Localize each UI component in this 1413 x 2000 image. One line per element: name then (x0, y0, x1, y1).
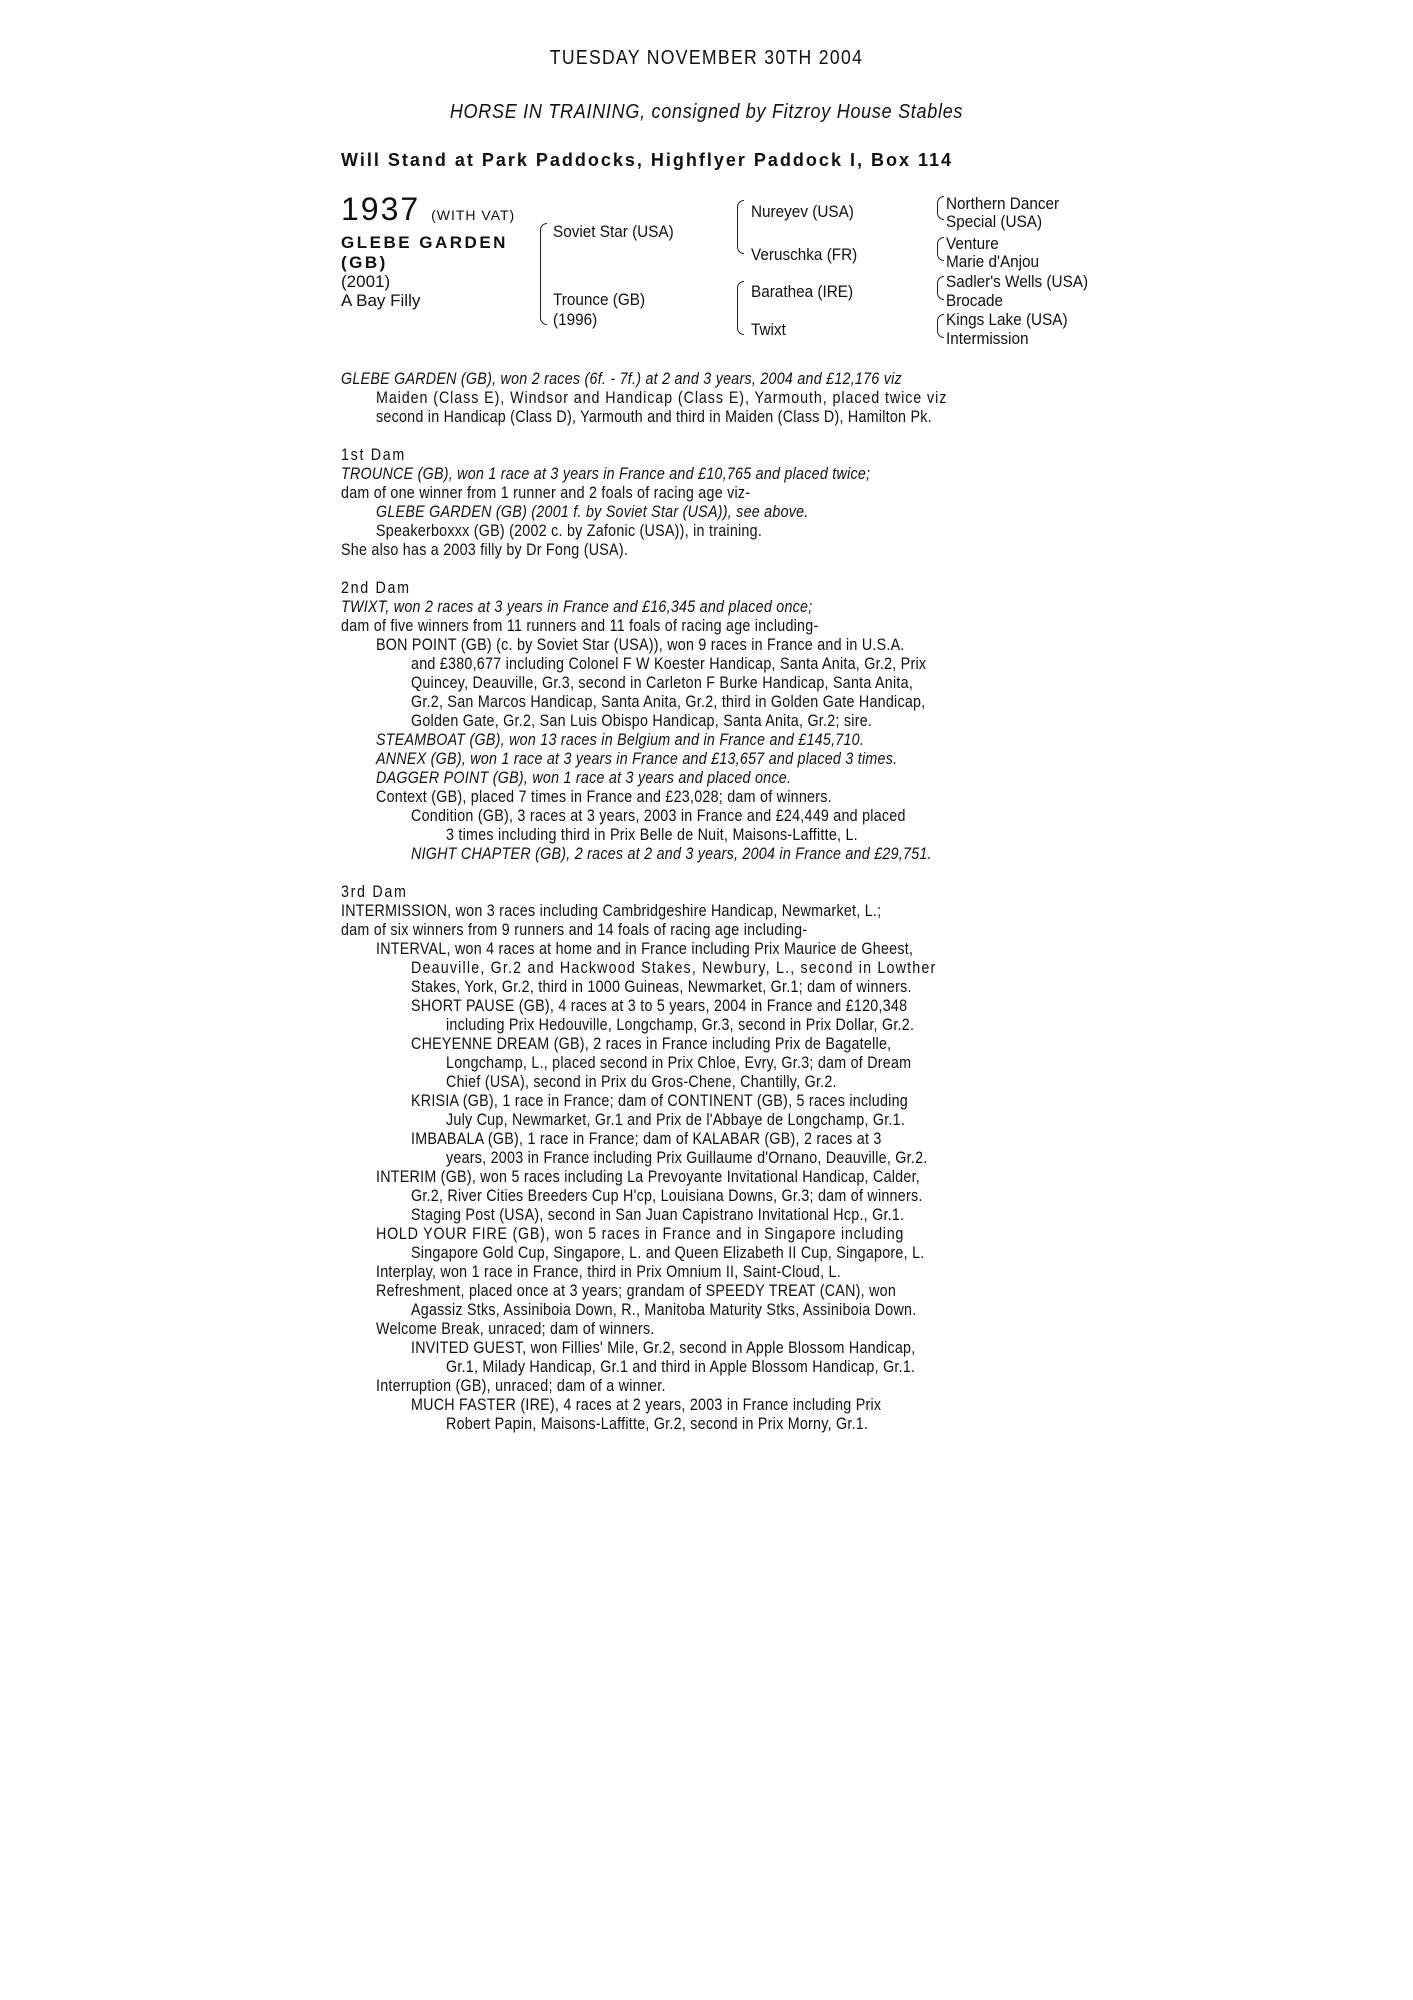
text-line: CHEYENNE DREAM (GB), 2 races in France including Prix de Bagatelle, (411, 1034, 892, 1053)
text-line: Golden Gate, Gr.2, San Luis Obispo Handicap, Santa Anita, Gr.2; sire. (411, 711, 873, 730)
text-line: MUCH FASTER (IRE), 4 races at 2 years, 2003 in France including Prix (411, 1395, 882, 1414)
text-line: SHORT PAUSE (GB), 4 races at 3 to 5 years, 2004 in France and £120,348 (411, 996, 908, 1015)
section-heading: 3rd Dam (341, 882, 408, 901)
text-line: 3 times including third in Prix Belle de Nuit, Maisons-Laffitte, L. (446, 825, 858, 844)
text-line: second in Handicap (Class D), Yarmouth and third in Maiden (Class D), Hamilton Pk. (376, 407, 932, 426)
text-line: years, 2003 in France including Prix Guillaume d'Ornano, Deauville, Gr.2. (446, 1148, 928, 1167)
text-line: NIGHT CHAPTER (GB), 2 races at 2 and 3 years, 2004 in France and £29,751. (411, 844, 932, 863)
text-line: INTERMISSION, won 3 races including Cambridgeshire Handicap, Newmarket, L.; (341, 901, 882, 920)
text-line: Longchamp, L., placed second in Prix Chloe, Evry, Gr.3; dam of Dream (446, 1053, 912, 1072)
pedigree-brace-sire (737, 200, 744, 254)
pedigree-dam-dam: Twixt (751, 320, 786, 339)
pedigree-sds: Venture (946, 234, 999, 253)
text-line: ANNEX (GB), won 1 race at 3 years in France and £13,657 and placed 3 times. (376, 749, 898, 768)
pedigree-brace-sd (937, 237, 944, 261)
text-line: Context (GB), placed 7 times in France and £23,028; dam of winners. (376, 787, 832, 806)
text-line: Interruption (GB), unraced; dam of a winner. (376, 1376, 666, 1395)
text-line: dam of five winners from 11 runners and 11 foals of racing age including- (341, 616, 819, 635)
text-line: Chief (USA), second in Prix du Gros-Chene, Chantilly, Gr.2. (446, 1072, 837, 1091)
text-line: Gr.2, River Cities Breeders Cup H'cp, Louisiana Downs, Gr.3; dam of winners. (411, 1186, 923, 1205)
pedigree-brace-ds (937, 276, 944, 300)
lot-number (341, 191, 515, 228)
pedigree-sire: Soviet Star (USA) (553, 222, 674, 241)
pedigree-sss: Northern Dancer (946, 194, 1060, 213)
text-line: Quincey, Deauville, Gr.3, second in Carleton F Burke Handicap, Santa Anita, (411, 673, 914, 692)
stand-location: Will Stand at Park Paddocks, Highflyer Paddock I, Box 114 (341, 150, 953, 170)
text-line: and £380,677 including Colonel F W Koester Handicap, Santa Anita, Gr.2, Prix (411, 654, 927, 673)
pedigree-ddd: Intermission (946, 329, 1029, 348)
vat-note: (WITH VAT) (431, 207, 516, 223)
pedigree-ssd: Special (USA) (946, 212, 1043, 231)
pedigree-brace-dd (937, 314, 944, 338)
text-line: KRISIA (GB), 1 race in France; dam of CONTINENT (GB), 5 races including (411, 1091, 908, 1110)
text-line: INTERIM (GB), won 5 races including La Prevoyante Invitational Handicap, Calder, (376, 1167, 921, 1186)
pedigree-dam: Trounce (GB) (553, 290, 646, 309)
text-line: STEAMBOAT (GB), won 13 races in Belgium and in France and £145,710. (376, 730, 865, 749)
text-line: INTERVAL, won 4 races at home and in France including Prix Maurice de Gheest, (376, 939, 914, 958)
text-line: GLEBE GARDEN (GB) (2001 f. by Soviet Star (USA)), see above. (376, 502, 809, 521)
horse-year: (2001) (341, 272, 391, 291)
horse-name: GLEBE GARDEN (GB) (341, 233, 508, 272)
text-line: Refreshment, placed once at 3 years; grandam of SPEEDY TREAT (CAN), won (376, 1281, 897, 1300)
text-line: Agassiz Stks, Assiniboia Down, R., Manitoba Maturity Stks, Assiniboia Down. (411, 1300, 917, 1319)
horse-description: A Bay Filly (341, 291, 421, 310)
text-line: Singapore Gold Cup, Singapore, L. and Queen Elizabeth II Cup, Singapore, L. (411, 1243, 925, 1262)
text-line: Welcome Break, unraced; dam of winners. (376, 1319, 655, 1338)
lot-number-value: 1937 (341, 191, 421, 227)
text-line: TROUNCE (GB), won 1 race at 3 years in France and £10,765 and placed twice; (341, 464, 871, 483)
text-line: Robert Papin, Maisons-Laffitte, Gr.2, second in Prix Morny, Gr.1. (446, 1414, 869, 1433)
horse-info (341, 272, 420, 310)
text-line: Deauville, Gr.2 and Hackwood Stakes, Newbury, L., second in Lowther (411, 958, 937, 977)
pedigree-brace-dam (737, 281, 744, 335)
text-line: INVITED GUEST, won Fillies' Mile, Gr.2, second in Apple Blossom Handicap, (411, 1338, 916, 1357)
text-line: Staging Post (USA), second in San Juan Capistrano Invitational Hcp., Gr.1. (411, 1205, 905, 1224)
text-line: She also has a 2003 filly by Dr Fong (USA). (341, 540, 629, 559)
text-line: Gr.1, Milady Handicap, Gr.1 and third in Apple Blossom Handicap, Gr.1. (446, 1357, 916, 1376)
section-heading: 1st Dam (341, 445, 406, 464)
text-line: TWIXT, won 2 races at 3 years in France and £16,345 and placed once; (341, 597, 813, 616)
text-line: Gr.2, San Marcos Handicap, Santa Anita, Gr.2, third in Golden Gate Handicap, (411, 692, 926, 711)
text-line: IMBABALA (GB), 1 race in France; dam of KALABAR (GB), 2 races at 3 (411, 1129, 882, 1148)
pedigree-brace-gen1 (540, 223, 547, 325)
pedigree-sire-dam: Veruschka (FR) (751, 245, 858, 264)
pedigree-dsd: Brocade (946, 291, 1003, 310)
text-line: Condition (GB), 3 races at 3 years, 2003 in France and £24,449 and placed (411, 806, 906, 825)
section-heading: 2nd Dam (341, 578, 411, 597)
text-line: Stakes, York, Gr.2, third in 1000 Guineas, Newmarket, Gr.1; dam of winners. (411, 977, 912, 996)
pedigree-dds: Kings Lake (USA) (946, 310, 1068, 329)
pedigree-sire-sire: Nureyev (USA) (751, 202, 854, 221)
consignment-line: HORSE IN TRAINING, consigned by Fitzroy House Stables (449, 101, 964, 123)
text-line: Interplay, won 1 race in France, third in Prix Omnium II, Saint-Cloud, L. (376, 1262, 841, 1281)
pedigree-sdd: Marie d'Anjou (946, 252, 1040, 271)
text-line: Speakerboxxx (GB) (2002 c. by Zafonic (USA)), in training. (376, 521, 763, 540)
pedigree-brace-ss (937, 196, 944, 220)
text-line: July Cup, Newmarket, Gr.1 and Prix de l'Abbaye de Longchamp, Gr.1. (446, 1110, 906, 1129)
pedigree-dss: Sadler's Wells (USA) (946, 272, 1089, 291)
text-line: BON POINT (GB) (c. by Soviet Star (USA)), won 9 races in France and in U.S.A. (376, 635, 905, 654)
text-line: Maiden (Class E), Windsor and Handicap (Class E), Yarmouth, placed twice viz (376, 388, 948, 407)
text-line: dam of six winners from 9 runners and 14 foals of racing age including- (341, 920, 808, 939)
pedigree-dam-sire: Barathea (IRE) (751, 282, 854, 301)
sale-date: TUESDAY NOVEMBER 30TH 2004 (549, 47, 864, 69)
text-line: HOLD YOUR FIRE (GB), won 5 races in France and in Singapore including (376, 1224, 905, 1243)
pedigree-dam-year: (1996) (553, 310, 598, 329)
text-line: including Prix Hedouville, Longchamp, Gr.3, second in Prix Dollar, Gr.2. (446, 1015, 915, 1034)
text-line: dam of one winner from 1 runner and 2 foals of racing age viz- (341, 483, 751, 502)
text-line: GLEBE GARDEN (GB), won 2 races (6f. - 7f.) at 2 and 3 years, 2004 and £12,176 viz (341, 369, 902, 388)
text-line: DAGGER POINT (GB), won 1 race at 3 years and placed once. (376, 768, 792, 787)
